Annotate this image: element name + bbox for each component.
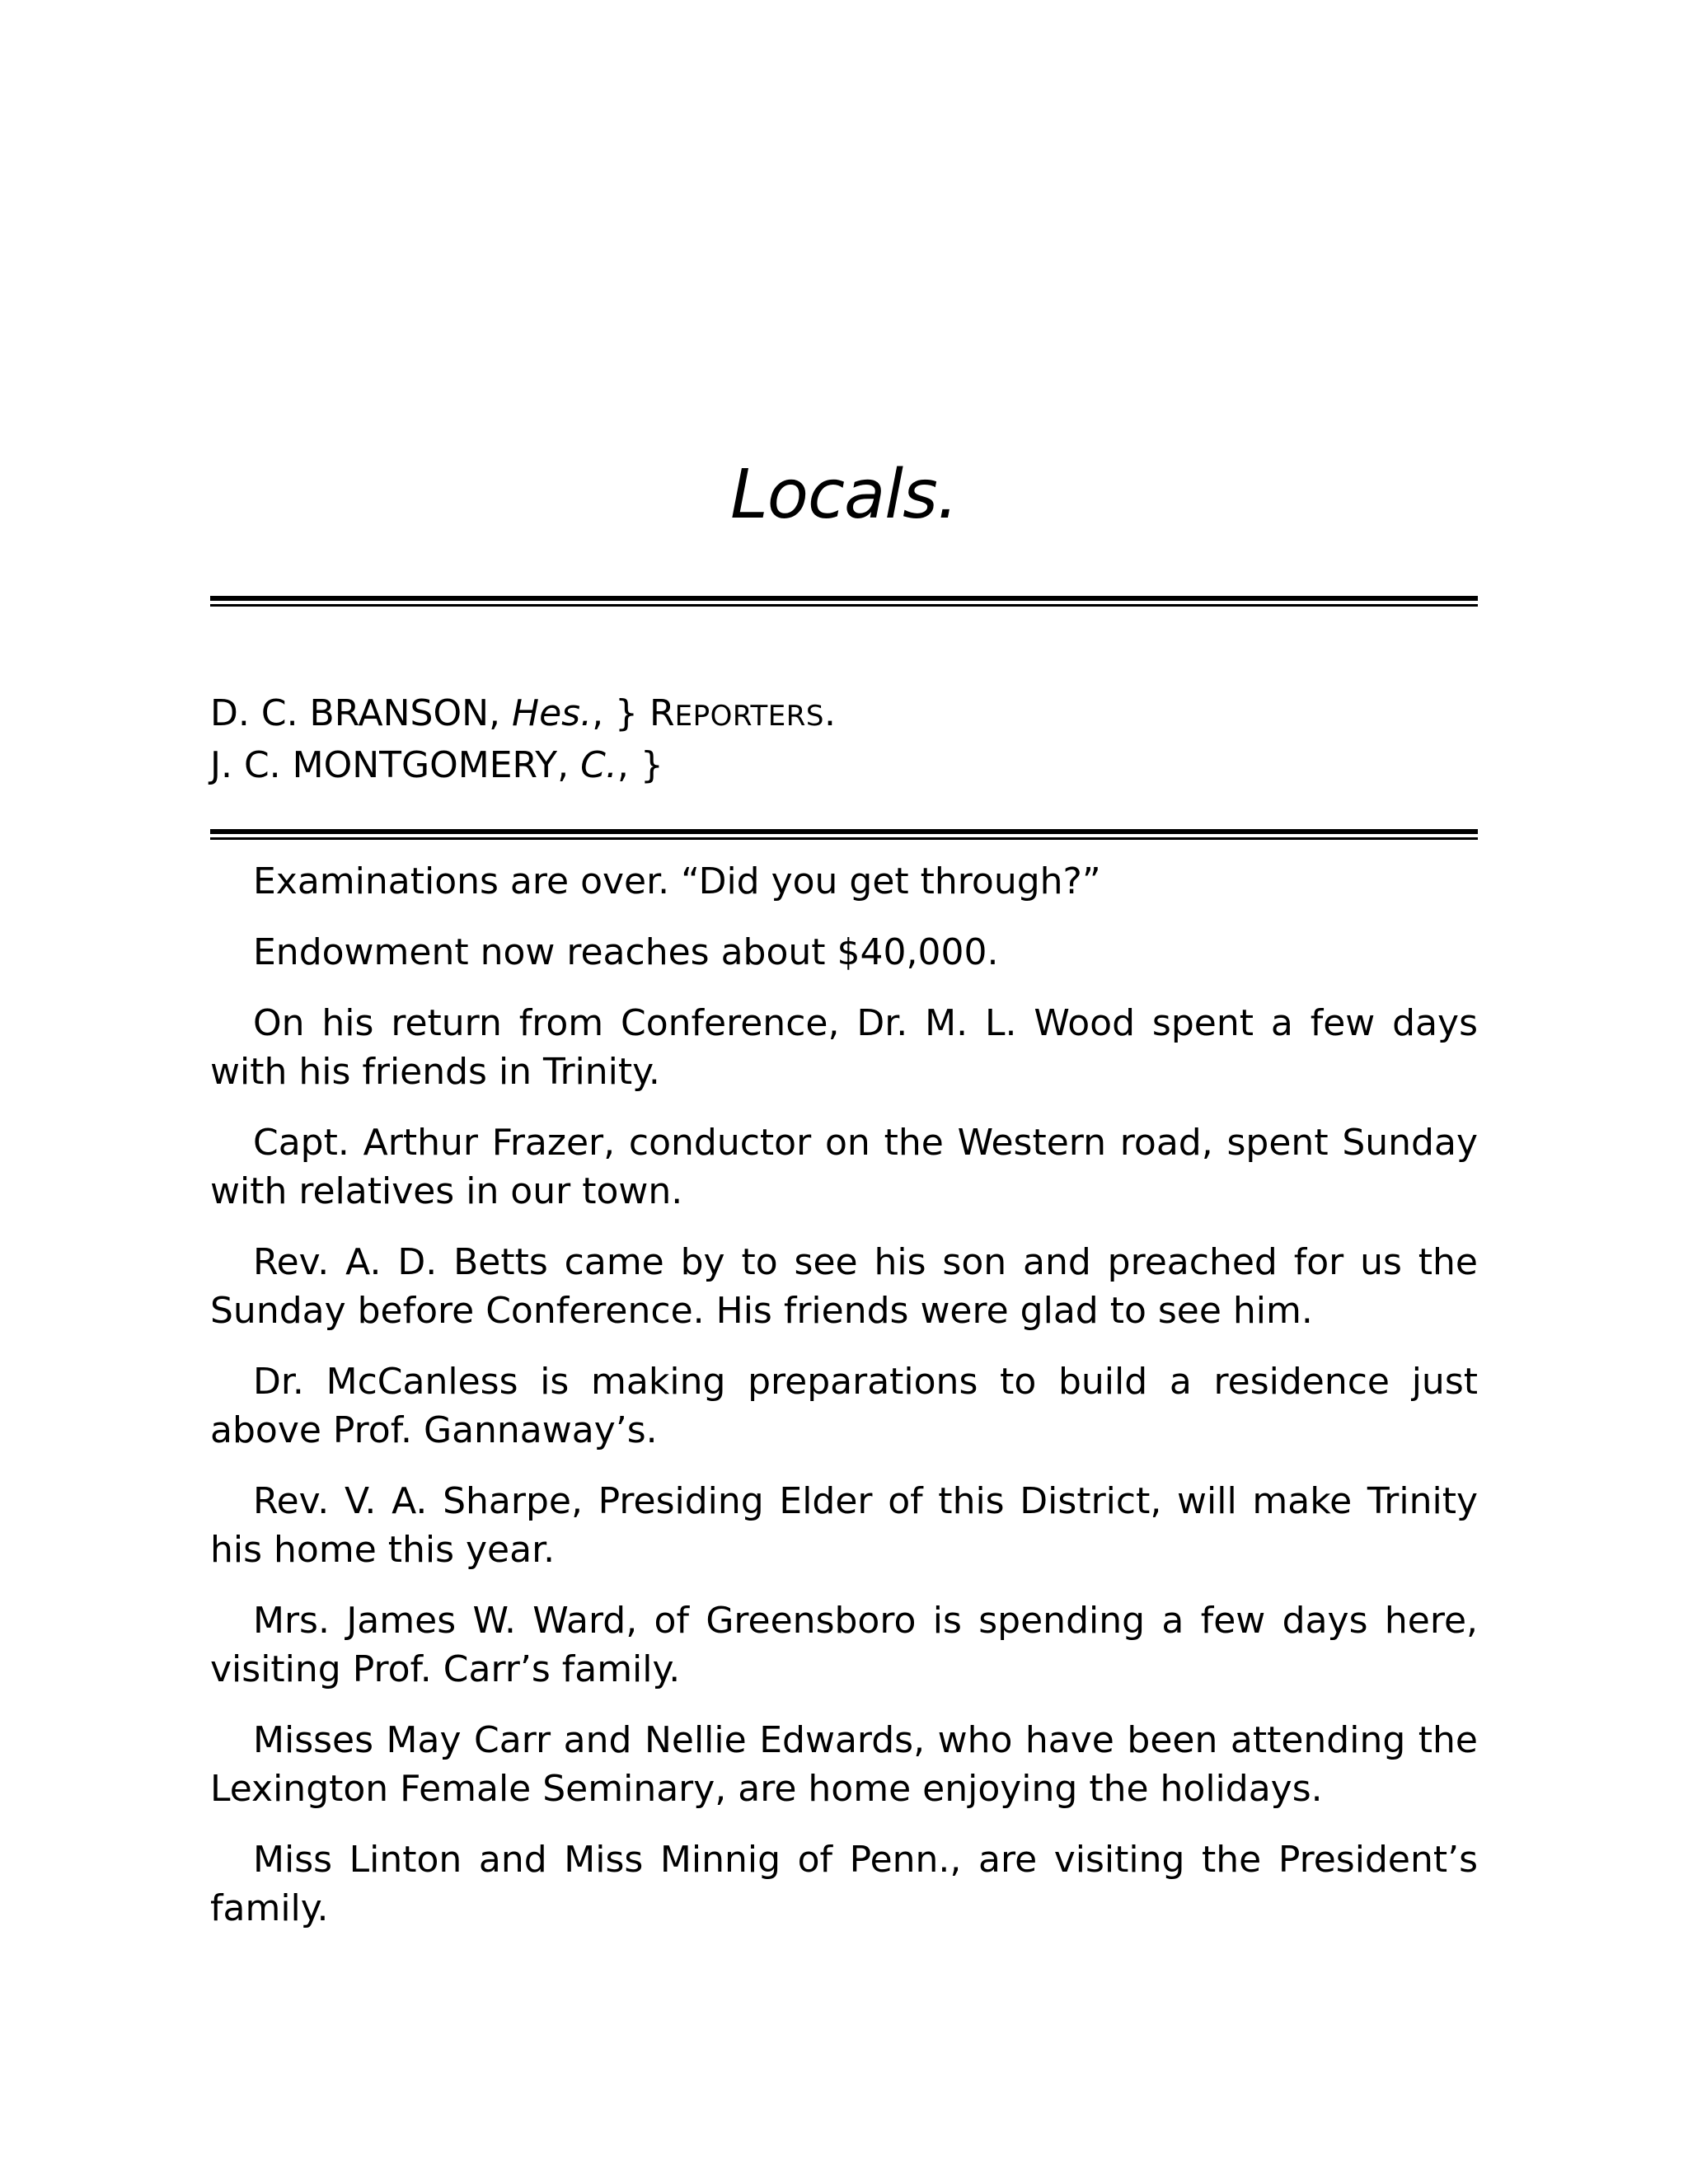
local-item: Capt. Arthur Frazer, conductor on the Western road, spent Sunday with relatives in our town. [210,1122,1478,1212]
reporters-label-rest: EPORTERS [674,700,824,733]
reporter-brace: , } [617,744,663,786]
locals-body [210,857,1478,1955]
reporter-brace: , } [592,692,650,734]
reporter-name: D. C. BRANSON, [210,692,512,734]
local-item: Dr. McCanless is making preparations to build a residence just above Prof. Gannaway’s. [210,1361,1478,1451]
local-item: Mrs. James W. Ward, of Greensboro is spending a few days here, visiting Prof. Carr’s family. [210,1600,1478,1690]
rule-thick-line [210,829,1478,834]
reporter-society: C. [580,744,617,786]
local-item: Examinations are over. “Did you get through?” [253,860,1101,902]
reporter-society: Hes. [512,692,593,734]
local-item: Miss Linton and Miss Minnig of Penn., are visiting the President’s family. [210,1839,1478,1929]
reporter-row-1 [210,689,836,741]
local-item: Endowment now reaches about $40,000. [253,931,999,973]
rule-thin-line [210,837,1478,840]
reporter-row-2 [210,741,836,790]
local-item: Rev. V. A. Sharpe, Presiding Elder of this District, will make Trinity his home this year. [210,1480,1478,1571]
reporters-label-initial: R [649,692,675,734]
local-item: On his return from Conference, Dr. M. L. Wood spent a few days with his friends in Trinity. [210,1002,1478,1093]
double-rule-top [210,596,1478,607]
rule-thin-line [210,604,1478,607]
rule-thick-line [210,596,1478,601]
reporters-label-period: . [823,692,836,734]
double-rule-bottom [210,829,1478,841]
reporters-masthead [210,689,836,790]
reporter-name: J. C. MONTGOMERY, [210,744,581,786]
local-item: Rev. A. D. Betts came by to see his son and preached for us the Sunday before Conference. His friends were glad to see him. [210,1241,1478,1332]
section-title: Locals. [730,456,958,534]
local-item: Misses May Carr and Nellie Edwards, who have been attending the Lexington Female Seminary, are home enjoying the holidays. [210,1719,1478,1810]
